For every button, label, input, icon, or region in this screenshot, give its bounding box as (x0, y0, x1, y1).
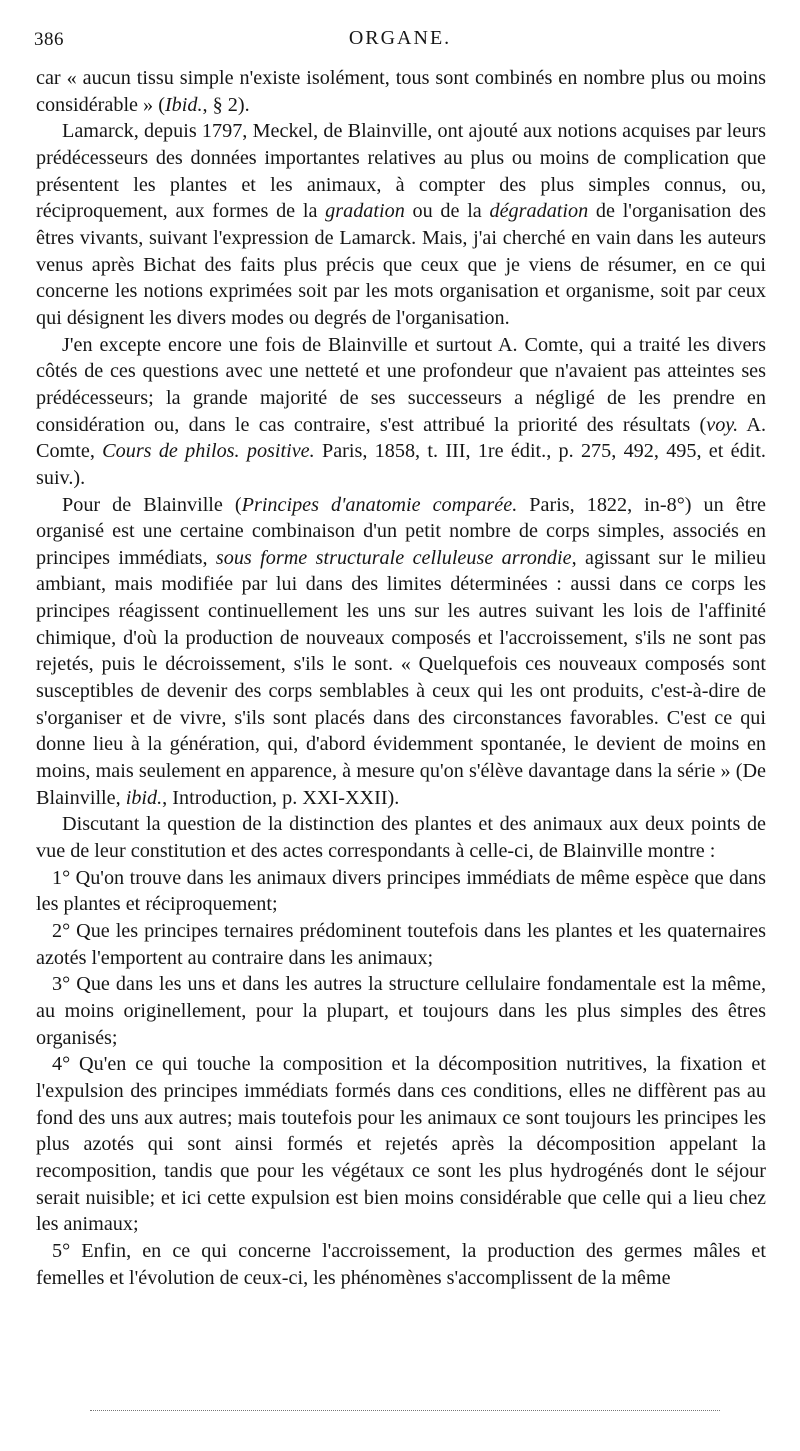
page-number: 386 (34, 29, 64, 50)
italic-text: ibid. (125, 786, 163, 809)
list-item (36, 865, 766, 918)
text-run: , § 2). (202, 93, 250, 116)
text-run: Pour de Blainville ( (62, 493, 242, 516)
list-item (36, 971, 766, 1051)
italic-text: dégradation (489, 200, 589, 223)
text-run: de l'organisation des êtres vivants, suivant l'expression de Lamarck. Mais, j'ai cherché en vain dans les auteurs venus après Bichat des faits plus précis que ceux que je viens de résumer, en ce qui concerne les notions exprimées soit par les mots organisation et organisme, soit par ceux qui désignent les divers modes ou degrés de l'organisation. (36, 200, 767, 329)
paragraph (36, 332, 766, 492)
text-run: , Introduction, p. XXI-XXII). (162, 786, 400, 809)
text-run: car « aucun tissu simple n'existe isolément, tous sont combinés en nombre plus ou moins considérable » ( (36, 67, 766, 116)
italic-text: gradation (325, 200, 405, 223)
text-run: A. Comte, (36, 413, 767, 463)
paragraph (36, 65, 766, 118)
text-run: Paris, 1858, t. III, 1re édit., p. 275, 492, 495, et édit. suiv.). (36, 440, 766, 489)
paragraph (36, 492, 766, 812)
text-run: ou de la (404, 200, 490, 223)
italic-text: voy. (706, 413, 739, 436)
text-run: 4° Qu'en ce qui touche la composition et la décomposition nutritives, la fixation et l'expulsion des principes immédiats formés dans ces conditions, elles ne diffèrent pas au fond des uns aux autres; mais toutefois pour les animaux ce sont toujours les principes les plus azotés qui sont ainsi formés et rejetés après la décomposition appelant la recomposition, tandis que pour les végétaux ce sont les plus hydrogénés dont le séjour serait nuisible; et ici cette expulsion est bien moins considérable que celle qui a lieu chez les animaux; (36, 1053, 766, 1236)
text-run: Paris, 1822, in-8°) un être organisé est une certaine combinaison d'un petit nombre de corps simples, associés en principes immédiats, (36, 493, 766, 569)
italic-text: Principes d'anatomie comparée. (241, 493, 518, 516)
text-run: 5° Enfin, en ce qui concerne l'accroissement, la production des germes mâles et femelles et l'évolution de ceux-ci, les phénomènes s'accomplissent de la même (36, 1239, 766, 1289)
paragraph (36, 811, 766, 864)
text-run: 2° Que les principes ternaires prédominent toutefois dans les plantes et les quaternaires azotés l'emportent au contraire dans les animaux; (36, 920, 766, 969)
italic-text: sous forme structurale celluleuse arrondie (215, 546, 572, 569)
running-head: ORGANE. (348, 27, 452, 49)
text-run: Discutant la question de la distinction des plantes et des animaux aux deux points de vue de leur constitution et des actes correspondants à celle-ci, de Blainville montre : (36, 813, 766, 863)
text-run: 1° Qu'on trouve dans les animaux divers principes immédiats de même espèce que dans les plantes et réciproquement; (36, 866, 766, 916)
text-run: 3° Que dans les uns et dans les autres la structure cellulaire fondamentale est la même, au moins originellement, pour la plupart, et toujours dans les plus simples des êtres organisés; (36, 973, 766, 1049)
footer-rule (90, 1410, 720, 1411)
list-item (36, 918, 766, 971)
paragraph (36, 118, 766, 331)
text-run: Lamarck, depuis 1797, Meckel, de Blainville, ont ajouté aux notions acquises par leurs prédécesseurs des données importantes relatives au plus ou moins de complication que présentent les plantes et les animaux, à compter des plus simples connus, ou, réciproquement, aux formes de la (36, 120, 766, 223)
italic-text: Cours de philos. positive. (102, 440, 315, 463)
body-text (36, 65, 766, 1291)
italic-text: Ibid. (164, 93, 203, 116)
text-run: , agissant sur le milieu ambiant, mais modifiée par lui dans des limites déterminées : aussi dans ce corps les principes réagissent continuellement les uns sur les autres suivant les lois de l'affinité chimique, d'où la production de nouveaux composés et l'accroissement, s'ils ne sont pas rejetés, puis le décroissement, s'ils le sont. « Quelquefois ces nouveaux composés sont susceptibles de devenir des corps semblables à ceux qui les ont produits, c'est-à-dire de s'organiser et de vivre, s'ils sont placés dans des circonstances favorables. C'est ce qui donne lieu à la génération, qui, d'abord évidemment spontanée, le devient de moins en moins, mais seulement en apparence, à mesure qu'on s'élève davantage dans la série » (De Blainville, (36, 546, 766, 809)
page-header (30, 27, 770, 53)
list-item (36, 1051, 766, 1238)
text-run: J'en excepte encore une fois de Blainville et surtout A. Comte, qui a traité les divers côtés de ces questions avec une netteté et une profondeur que n'avaient pas atteintes ses prédécesseurs; la grande majorité de ses successeurs a négligé de les prendre en considération ou, dans le cas contraire, s'est attribué la priorité des résultats ( (36, 333, 766, 436)
list-item (36, 1238, 766, 1291)
